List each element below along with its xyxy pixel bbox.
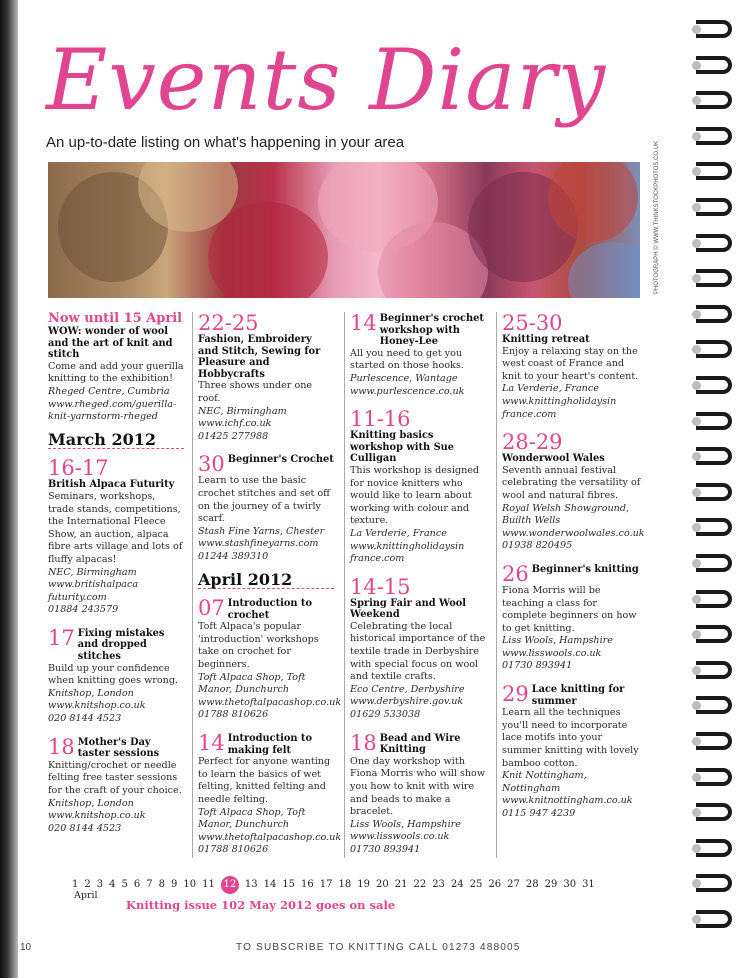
event-website[interactable]: www.knittingholidaysin france.com xyxy=(350,540,465,565)
binding-coil xyxy=(692,198,736,218)
binding-coil xyxy=(692,590,736,610)
calendar-day: 18 xyxy=(338,879,352,890)
binding-coil xyxy=(692,340,736,360)
event-website[interactable]: www.knitshop.co.uk xyxy=(48,700,146,712)
event-description: Learn to use the basic crochet stitches and set off on the journey of a twirly scarf. xyxy=(198,475,330,525)
binding-coil xyxy=(692,91,736,111)
spiral-binding xyxy=(678,0,750,978)
event-description: Seventh annual festival celebrating the versatility of wool and natural fibres. xyxy=(502,464,641,501)
event-entry xyxy=(48,627,184,726)
event-date: 14 xyxy=(198,731,225,756)
event-website[interactable]: www.thetoftalpacashop.co.uk xyxy=(198,696,342,708)
calendar-day: 17 xyxy=(319,879,333,890)
calendar-day: 27 xyxy=(507,879,520,890)
event-website[interactable]: www.lisswools.co.uk xyxy=(350,831,450,843)
event-date: 22-25 xyxy=(198,311,259,335)
event-venue: Toft Alpaca Shop, Toft Manor, Dunchurch xyxy=(198,806,306,831)
calendar-day: 14 xyxy=(263,879,277,890)
calendar-day: 25 xyxy=(469,879,483,890)
event-date: 16-17 xyxy=(48,456,109,481)
event-entry xyxy=(350,312,486,398)
event-title: Introduction to making felt xyxy=(227,733,312,756)
event-title: Wonderwool Wales xyxy=(502,453,605,465)
binding-coil xyxy=(692,127,736,147)
magazine-spine xyxy=(0,0,18,978)
binding-coil xyxy=(692,162,736,182)
event-entry xyxy=(350,732,486,857)
calendar-day: 30 xyxy=(563,879,577,890)
event-entry xyxy=(198,453,334,563)
calendar-day: 31 xyxy=(582,879,595,890)
event-date: 18 xyxy=(350,730,377,755)
event-venue: NEC, Birmingham xyxy=(48,566,137,578)
event-phone: 01938 820495 xyxy=(502,540,573,552)
binding-coil xyxy=(692,839,736,859)
event-date: 25-30 xyxy=(502,311,563,335)
binding-coil xyxy=(692,483,736,503)
event-entry xyxy=(502,683,642,821)
event-website[interactable]: www.derbyshire.gov.uk xyxy=(350,696,464,708)
event-venue: Rheged Centre, Cumbria xyxy=(48,385,170,397)
event-phone: 01629 533038 xyxy=(350,709,421,721)
calendar-day: 5 xyxy=(121,879,128,890)
event-website[interactable]: www.thetoftalpacashop.co.uk xyxy=(198,831,342,843)
events-column-4 xyxy=(502,311,645,831)
event-entry xyxy=(48,457,184,617)
event-title: British Alpaca Futurity xyxy=(48,479,175,491)
calendar-day: 20 xyxy=(375,879,389,890)
calendar-day: 1 xyxy=(72,879,79,890)
event-entry xyxy=(350,408,486,566)
calendar-day: 7 xyxy=(146,879,153,890)
event-title: Lace knitting for summer xyxy=(531,684,625,707)
event-description: Build up your confidence when knitting goes wrong. xyxy=(48,662,179,687)
binding-coil xyxy=(692,554,736,574)
event-title: Mother's Day taster sessions xyxy=(77,736,160,760)
calendar-day: 6 xyxy=(133,879,141,890)
calendar-day: 10 xyxy=(183,879,197,890)
event-venue: Knitshop, London xyxy=(48,797,134,809)
event-website[interactable]: www.britishalpaca futurity.com xyxy=(48,579,139,603)
binding-coil xyxy=(692,803,736,823)
event-title: Fixing mistakes and dropped stitches xyxy=(77,627,165,663)
event-venue: Liss Wools, Hampshire xyxy=(350,818,461,830)
event-date: 14-15 xyxy=(350,574,411,599)
binding-coil xyxy=(692,447,736,467)
event-entry xyxy=(48,312,184,424)
page-subtitle: An up-to-date listing on what's happening in your area xyxy=(46,134,405,151)
page-title: Events Diary xyxy=(46,31,607,129)
calendar-day: 8 xyxy=(158,879,165,890)
event-phone: 020 8144 4523 xyxy=(48,822,122,834)
event-website[interactable]: www.knittingholidaysin france.com xyxy=(502,395,617,420)
event-venue: Royal Welsh Showground, Builth Wells xyxy=(502,502,630,527)
event-date: 14 xyxy=(350,311,377,335)
event-venue: NEC, Birmingham xyxy=(198,405,287,417)
photo-credit: PHOTOGRAPH © WWW.THINKSTOCKPHOTOS.CO.UK xyxy=(654,140,660,294)
calendar-day: 3 xyxy=(96,879,104,890)
events-column-3 xyxy=(350,312,486,867)
event-venue: Knitshop, London xyxy=(48,687,134,699)
calendar-day: 29 xyxy=(544,879,558,890)
binding-coil xyxy=(692,874,736,894)
month-heading: March 2012 xyxy=(48,434,184,450)
calendar-day: 26 xyxy=(488,879,502,890)
event-title: Beginner's knitting xyxy=(531,563,639,575)
event-venue: La Verderie, France xyxy=(502,383,599,395)
event-venue: Eco Centre, Derbyshire xyxy=(350,683,465,695)
events-column-2 xyxy=(198,311,342,867)
binding-coil xyxy=(692,20,736,40)
event-description: Enjoy a relaxing stay on the west coast of France and knit to your heart's content. xyxy=(502,345,639,382)
subscribe-footer: TO SUBSCRIBE TO KNITTING CALL 01273 488005 xyxy=(236,942,521,953)
event-website[interactable]: www.wonderwoolwales.co.uk xyxy=(502,527,645,539)
event-venue: La Verderie, France xyxy=(350,527,447,539)
event-phone: 01730 893941 xyxy=(502,660,573,672)
binding-coil xyxy=(692,269,736,289)
calendar-day: 13 xyxy=(244,879,258,890)
event-phone: 01244 389310 xyxy=(198,550,269,562)
calendar-day: 21 xyxy=(394,879,408,890)
event-date: 29 xyxy=(502,682,529,707)
event-phone: 020 8144 4523 xyxy=(48,713,122,725)
event-phone: 0115 947 4239 xyxy=(502,808,576,819)
event-website[interactable]: www.knitnottingham.co.uk xyxy=(502,795,633,807)
calendar-day: 2 xyxy=(84,879,91,890)
month-heading: April 2012 xyxy=(198,574,334,590)
event-date: 07 xyxy=(198,596,225,621)
calendar-day: 15 xyxy=(282,879,296,890)
binding-coil xyxy=(692,768,736,788)
event-entry xyxy=(502,430,645,553)
binding-coil xyxy=(692,732,736,752)
event-title: Spring Fair and Wool Weekend xyxy=(350,597,466,621)
binding-coil xyxy=(692,518,736,538)
event-phone: 01788 810626 xyxy=(198,709,269,721)
column-divider xyxy=(496,312,497,858)
event-description: All you need to get you started on those hooks. xyxy=(350,347,464,372)
event-website[interactable]: www.purlescence.co.uk xyxy=(350,385,465,397)
binding-coil xyxy=(692,625,736,645)
event-description: This workshop is designed for novice knitters who would like to learn about working with colour and texture. xyxy=(350,464,480,527)
event-description: Celebrating the local historical importance of the textile trade in Derbyshire with special focus on wool and textile crafts. xyxy=(350,620,486,683)
event-description: Learn all the techniques you'll need to incorporate lace motifs into your summer knitting with lovely bamboo cotton. xyxy=(502,707,639,769)
binding-coil xyxy=(692,661,736,681)
event-entry xyxy=(48,736,184,836)
event-title: Bead and Wire Knitting xyxy=(379,732,461,756)
event-title: Introduction to crochet xyxy=(227,598,312,621)
calendar-day-highlight: 12 xyxy=(221,876,239,894)
event-entry xyxy=(350,576,486,722)
binding-coil xyxy=(692,910,736,930)
event-entry xyxy=(198,312,334,443)
calendar-day: 16 xyxy=(301,879,314,890)
event-title: Beginner's Crochet xyxy=(227,454,334,466)
binding-coil xyxy=(692,412,736,432)
event-website[interactable]: www.ichf.co.uk xyxy=(198,418,272,430)
calendar-day: 9 xyxy=(171,879,178,890)
binding-coil xyxy=(692,305,736,325)
event-phone: 01788 810626 xyxy=(198,844,269,856)
binding-coil xyxy=(692,234,736,254)
calendar-day: 28 xyxy=(525,879,539,890)
event-website[interactable]: www.rheged.com/guerilla-knit-yarnstorm-rheged xyxy=(48,398,177,423)
page-number: 10 xyxy=(20,942,32,953)
calendar-month-label: April xyxy=(74,890,98,901)
event-title: Knitting basics workshop with Sue Culligan xyxy=(350,430,454,465)
binding-coil xyxy=(692,696,736,716)
calendar-day: 23 xyxy=(432,879,445,890)
event-phone: 01884 243579 xyxy=(48,604,119,616)
event-phone: 01425 277988 xyxy=(198,430,269,442)
event-date: Now until 15 April xyxy=(48,311,183,326)
event-entry xyxy=(198,731,342,857)
event-venue: Knit Nottingham, Nottingham xyxy=(502,770,587,794)
event-entry xyxy=(502,312,642,421)
event-date: 18 xyxy=(48,734,75,759)
event-date: 30 xyxy=(198,452,225,477)
event-date: 11-16 xyxy=(350,407,411,432)
binding-coil xyxy=(692,376,736,396)
calendar-day: 22 xyxy=(413,879,427,890)
event-description: Knitting/crochet or needle felting free taster sessions for the craft of your choice. xyxy=(48,759,182,796)
events-column-1 xyxy=(48,312,184,845)
event-website[interactable]: www.lisswools.co.uk xyxy=(502,647,602,659)
calendar-day: 11 xyxy=(202,879,215,890)
event-phone: 01730 893941 xyxy=(350,843,421,855)
event-description: Seminars, workshops, trade stands, competitions, the International Fleece Show, an auction, alpaca fibre arts village and lots of fluffy alpacas! xyxy=(48,490,183,565)
calendar-day: 24 xyxy=(450,879,464,890)
event-website[interactable]: www.knitshop.co.uk xyxy=(48,810,146,822)
calendar-day: 19 xyxy=(357,879,370,890)
event-website[interactable]: www.stashfineyarns.com xyxy=(198,538,319,550)
event-title: Knitting retreat xyxy=(502,334,590,345)
event-title: WOW: wonder of wool and the art of knit and stitch xyxy=(48,326,173,361)
yarn-photo xyxy=(48,162,640,298)
calendar-day: 4 xyxy=(109,879,116,890)
event-venue: Liss Wools, Hampshire xyxy=(502,635,613,647)
event-venue: Purlescence, Wantage xyxy=(350,372,458,384)
column-divider xyxy=(192,312,193,858)
column-divider xyxy=(344,312,345,858)
event-entry xyxy=(198,596,342,722)
event-entry xyxy=(502,563,642,673)
event-date: 17 xyxy=(48,625,75,650)
event-title: Beginner's crochet workshop with Honey-Lee xyxy=(379,313,484,348)
event-description: Come and add your guerilla knitting to the exhibition! xyxy=(48,360,184,385)
event-description: Fiona Morris will be teaching a class for complete beginners on how to get knitting. xyxy=(502,584,637,634)
event-date: 26 xyxy=(502,561,529,586)
event-venue: Stash Fine Yarns, Chester xyxy=(198,525,325,537)
event-description: Three shows under one roof. xyxy=(198,380,313,404)
calendar-strip xyxy=(72,876,601,894)
event-description: One day workshop with Fiona Morris who will show you how to knit with wire and beads to make a bracelet. xyxy=(350,755,486,818)
event-date: 28-29 xyxy=(502,430,563,455)
event-description: Perfect for anyone wanting to learn the basics of wet felting, knitted felting and needle felting. xyxy=(198,756,331,805)
event-venue: Toft Alpaca Shop, Toft Manor, Dunchurch xyxy=(198,671,306,696)
binding-coil xyxy=(692,56,736,76)
on-sale-note: Knitting issue 102 May 2012 goes on sale xyxy=(126,898,396,912)
event-description: Toft Alpaca's popular 'introduction' workshops take on crochet for beginners. xyxy=(198,621,319,671)
event-title: Fashion, Embroidery and Stitch, Sewing for Pleasure and Hobbycrafts xyxy=(198,334,321,380)
